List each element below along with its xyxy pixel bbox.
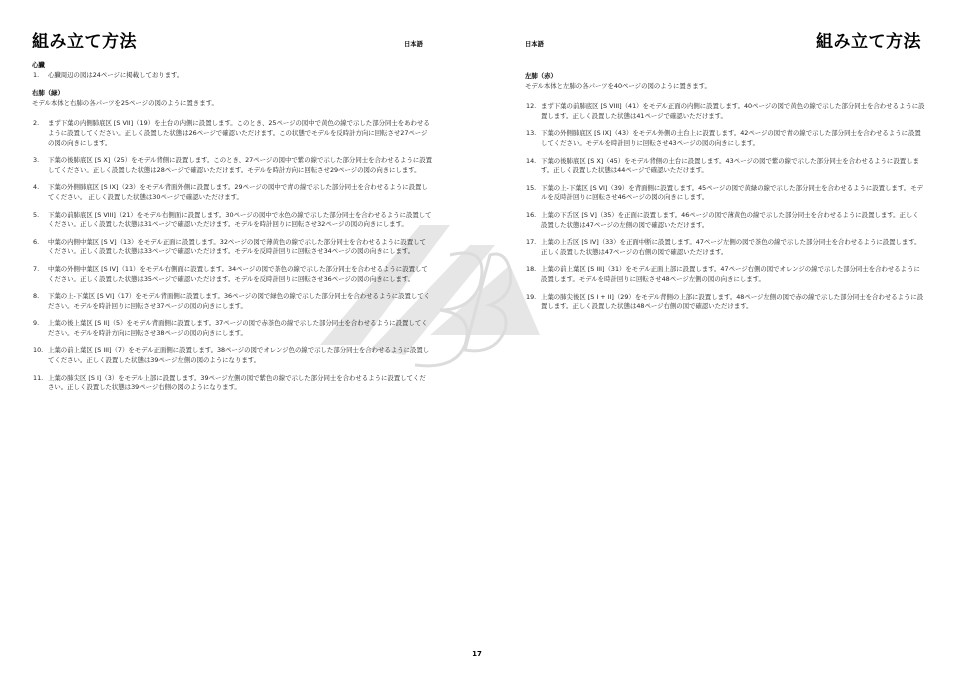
step-text: 下葉の上-下葉区 [S VI]（17）をモデル背面側に設置します。36ページの図で緑色の線で示した部分同士を合わせるように設置してください。モデルを時計回りに回転させ37ページの図の向きにします。 <box>48 292 431 310</box>
step-item <box>32 319 432 338</box>
step-text: 中葉の外側中葉区 [S IV]（11）をモデル右側面に設置します。34ページの図で茶色の線で示した部分同士を合わせるように設置してください。正しく設置した状態は35ページで確認いただけます。モデルを反時計回りに回転させ36ページの図の向きにします。 <box>48 264 428 283</box>
step-number: 2. <box>33 119 40 128</box>
step-number: 19. <box>526 292 537 301</box>
step-text: まず下葉の前肺底区 [S VIII]（41）をモデル正面の内側に設置します。40ページの図で黄色の線で示した部分同士を合わせるように設置します。正しく設置した状態は41ページで確認いただけます。 <box>541 102 925 120</box>
step-item <box>525 293 925 312</box>
step-number: 16. <box>526 210 537 219</box>
right-page <box>477 0 954 675</box>
step-number: 11. <box>33 373 44 382</box>
step-text: 上葉の肺尖後区 [S I + II]（29）をモデル背側の上部に設置します。48ページ左側の図で赤の線で示した部分同士を合わせるように設置します。正しく設置した状態は48ページ右側の図で確認いただけます。 <box>541 292 924 311</box>
step-item <box>32 71 432 81</box>
step-item <box>32 211 432 230</box>
step-item <box>32 238 432 257</box>
page-number: 17 <box>472 650 482 658</box>
step-text: 下葉の外側肺底区 [S IX]（43）をモデル外側の土台上に設置します。42ページの図で青の線で示した部分同士を合わせるように設置してください。モデルを時計回りに回転させ43ページの図の向きにします。 <box>541 129 921 147</box>
step-text: 上葉の前上葉区 [S III]（31）をモデル正面上部に設置します。47ページ右側の図でオレンジの線で示した部分同士を合わせるように設置します。モデルを時計回りに回転させ48ページ左側の図の向きにします。 <box>541 265 920 283</box>
left-content <box>32 61 432 393</box>
step-item <box>32 374 432 393</box>
step-number: 17. <box>526 238 537 247</box>
step-item <box>525 238 925 257</box>
step-item <box>525 265 925 284</box>
step-text: 心臓周辺の図は24ページに掲載しております。 <box>48 70 184 79</box>
step-text: 下葉の外側肺底区 [S IX]（23）をモデル背面外側に設置します。29ページの図中で青の線で示した部分同士を合わせるように設置してください。 正しく設置した状態は30ページで確認いただけます。 <box>48 183 428 201</box>
step-item <box>32 292 432 311</box>
step-text: 下葉の上-下葉区 [S VI]（39）を背面側に設置します。45ページの図で黄緑の線で示した部分同士を合わせるように設置します。モデルを反時計回りに回転させ46ページの図の向きにします。 <box>541 183 923 202</box>
step-number: 15. <box>526 183 537 192</box>
step-number: 4. <box>33 183 40 192</box>
step-number: 13. <box>526 129 537 138</box>
step-number: 10. <box>33 346 44 355</box>
step-text: まず下葉の内側肺底区 [S VII]（19）を土台の内側に設置します。このとき、25ページの図中で黄色の線で示した部分同士をあわせるように設置してください。正しく設置した状態は26ページで確認いただけます。この状態でモデルを反時計方向に回転させ27ページの図の向きにします。 <box>48 119 430 147</box>
step-number: 6. <box>33 237 40 246</box>
step-text: 上葉の前上葉区 [S III]（7）をモデル正面側に設置します。38ページの図でオレンジ色の線で示した部分同士を合わせるように設置してください。正しく設置した状態は39ページ左側の図のようになります。 <box>48 346 430 365</box>
step-text: 下葉の後肺底区 [S X]（25）をモデル背側に設置します。このとき、27ページの図中で紫の線で示した部分同士を合わせるように設置してください。正しく設置した状態は28ページで確認いただけます。モデルを時計方向に回転させ29ページの図の向きにします。 <box>48 156 433 174</box>
page-title: 組み立て方法 <box>32 32 137 52</box>
right-content <box>525 72 925 312</box>
step-text: 下葉の前肺底区 [S VIII]（21）をモデル右側面に設置します。30ページの図中で水色の線で示した部分同士を合わせるように設置してください。正しく設置した状態は31ページで確認いただけます。モデルを時計回りに回転させ32ページの図の向きにします。 <box>48 210 432 229</box>
step-item <box>525 102 925 121</box>
step-number: 12. <box>526 102 537 111</box>
step-number: 14. <box>526 156 537 165</box>
step-number: 5. <box>33 210 40 219</box>
step-text: 上葉の下舌区 [S V]（35）を正面に設置します。46ページの図で薄黄色の線で示した部分同士を合わせるように設置します。正しく設置した状態は47ページの左側の図で確認いただけます。 <box>541 210 919 229</box>
step-text: 上葉の上舌区 [S IV]（33）を正面中断に設置します。47ページ左側の図で茶色の線で示した部分同士を合わせるように設置します。正しく設置した状態は47ページの右側の図で確認いただけます。 <box>541 238 921 256</box>
step-item <box>525 211 925 230</box>
section-heading-heart: 心臓 <box>32 61 45 69</box>
right-lung-step-list <box>32 119 432 392</box>
step-item <box>525 157 925 176</box>
step-number: 18. <box>526 265 537 274</box>
page-title: 組み立て方法 <box>816 32 921 52</box>
step-number: 1. <box>33 70 40 79</box>
section-intro: モデル本体と右肺の各パーツを25ページの図のように置きます。 <box>32 98 218 107</box>
step-number: 8. <box>33 292 40 301</box>
step-item <box>32 265 432 284</box>
section-intro: モデル本体と左肺の各パーツを40ページの図のように置きます。 <box>525 81 711 90</box>
step-item <box>32 156 432 175</box>
step-text: 下葉の後肺底区 [S X]（45）をモデル背側の土台に設置します。43ページの図で紫の線で示した部分同士を合わせるように設置します。正しく設置した状態は44ページで確認いただけます。 <box>541 156 919 175</box>
section-heading-left-lung: 左肺（赤） <box>525 72 557 80</box>
step-item <box>32 183 432 202</box>
step-item <box>525 129 925 148</box>
left-lung-step-list <box>525 102 925 312</box>
step-text: 上葉の後上葉区 [S II]（5）をモデル背面側に設置します。37ページの図で赤茶色の線で示した部分同士を合わせるように設置してください。モデルを時計方向に回転させ38ページの図の向きにします。 <box>48 319 428 337</box>
heart-step-list <box>32 71 432 81</box>
step-text: 中葉の内側中葉区 [S V]（13）をモデル正面に設置します。32ページの図で薄黄色の線で示した部分同士を合わせるように設置してください。正しく設置した状態は33ページで確認いただけます。モデルを反時計回りに回転させ34ページの図の向きにします。 <box>48 237 426 256</box>
step-number: 9. <box>33 319 40 328</box>
language-label: 日本語 <box>525 41 544 48</box>
section-heading-right-lung: 右肺（緑） <box>32 89 64 98</box>
step-text: 上葉の肺尖区 [S I]（3）をモデル上部に設置します。39ページ左側の図で紫色の線で示した部分同士を合わせるように設置してください。正しく設置した状態は39ページ右側の図のようになります。 <box>48 373 426 392</box>
step-item <box>32 346 432 365</box>
step-number: 7. <box>33 264 40 273</box>
language-label: 日本語 <box>404 41 423 48</box>
step-item <box>525 184 925 203</box>
step-number: 3. <box>33 156 40 165</box>
step-item <box>32 119 432 148</box>
